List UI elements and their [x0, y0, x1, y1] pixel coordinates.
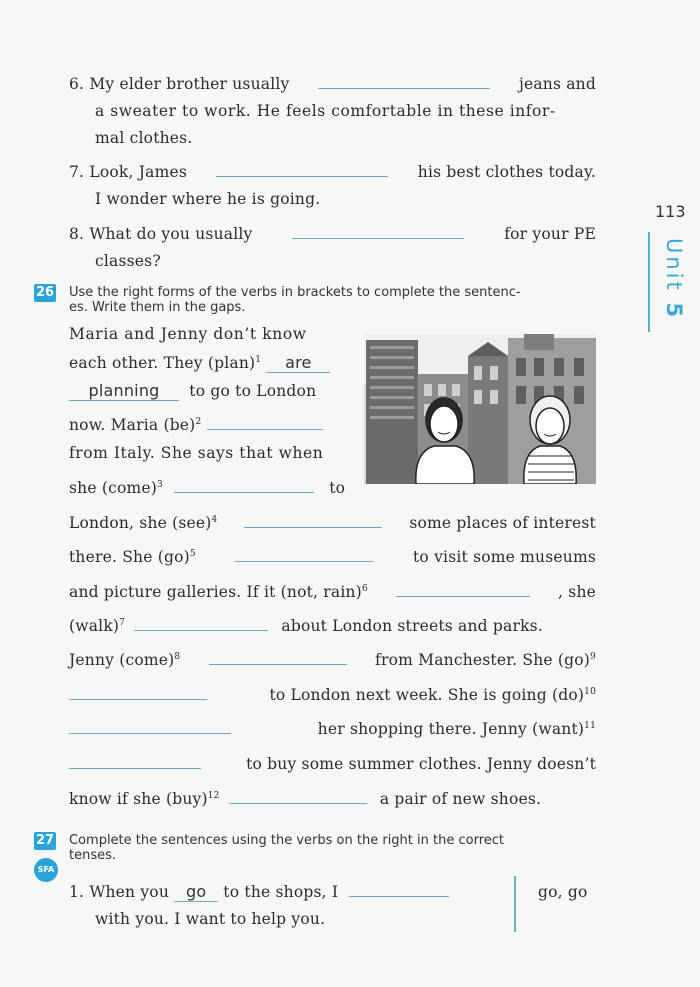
page-number: 113 — [655, 202, 686, 221]
answer-gap-8[interactable] — [209, 663, 347, 665]
ex26-line-13: her shopping there. Jenny (want)$^{11}$ — [69, 720, 596, 738]
ex26-line-10: (walk)$^7$ about London streets and parks. — [69, 617, 543, 635]
answer-gap-10[interactable] — [69, 732, 231, 734]
london-street-illustration — [364, 334, 596, 484]
answer-gap[interactable] — [216, 175, 388, 177]
answer-gap[interactable] — [318, 87, 490, 89]
answer-1b[interactable]: planning — [69, 382, 179, 401]
ex26-line-6: she (come)$^3$ to — [69, 479, 346, 497]
item-6-line-3: mal clothes. — [95, 129, 193, 147]
ex27-answer-1[interactable]: go — [174, 883, 218, 902]
ex26-line-4: now. Maria (be)$^2$ — [69, 416, 323, 434]
verbs-divider — [514, 876, 516, 932]
answer-gap-2[interactable] — [207, 428, 323, 430]
ex26-line-2: each other. They (plan)$^1$ are — [69, 354, 330, 373]
answer-gap-9[interactable] — [69, 698, 207, 700]
item-7-line-1: 7. Look, James his best clothes today. — [69, 163, 596, 181]
item-6-line-2: a sweater to work. He feels comfortable in these infor- — [95, 102, 556, 120]
ex27-verbs-list: go, go — [538, 883, 588, 901]
exercise-26-badge: 26 — [35, 285, 55, 300]
ex26-line-9: and picture galleries. If it (not, rain)$^6$ , she — [69, 583, 596, 601]
answer-gap-6[interactable] — [396, 595, 530, 597]
item-8-line-1: 8. What do you usually for your PE — [69, 225, 596, 243]
exercise-27-instruction: Complete the sentences using the verbs on the right in the correct tenses. — [69, 833, 504, 863]
exercise-27-badge: 27 — [35, 833, 55, 848]
unit-tab-label: Unit 5 — [662, 238, 686, 321]
ex26-line-15: know if she (buy)$^{12}$ a pair of new shoes. — [69, 790, 542, 808]
ex26-line-8: there. She (go)$^5$ to visit some museums — [69, 548, 596, 566]
ex27-item-1-line-2: with you. I want to help you. — [95, 910, 326, 928]
answer-gap[interactable] — [292, 237, 464, 239]
exercise-26-instruction: Use the right forms of the verbs in brackets to complete the sentenc- es. Write them in the gaps. — [69, 285, 521, 315]
ex26-line-7: London, she (see)$^4$ some places of interest — [69, 514, 596, 532]
ex27-item-1-line-1: 1. When you go to the shops, I — [69, 883, 449, 902]
answer-gap-7[interactable] — [134, 629, 268, 631]
sfa-icon: SFA — [34, 858, 58, 882]
answer-gap-11[interactable] — [69, 767, 201, 769]
ex26-line-14: to buy some summer clothes. Jenny doesn’t — [69, 755, 596, 773]
ex26-line-11: Jenny (come)$^8$ from Manchester. She (go)$^9$ — [69, 651, 596, 669]
answer-gap-4[interactable] — [244, 526, 382, 528]
unit-tab-bar — [648, 232, 650, 332]
answer-gap-3[interactable] — [174, 491, 314, 493]
ex27-answer-gap-2[interactable] — [349, 895, 449, 897]
ex26-line-12: to London next week. She is going (do)$^{10}$ — [69, 686, 596, 704]
answer-gap-5[interactable] — [235, 560, 373, 562]
ex26-line-3: planning to go to London — [69, 382, 316, 401]
item-8-line-2: classes? — [95, 252, 161, 270]
item-6-line-1: 6. My elder brother usually jeans and — [69, 75, 596, 93]
ex26-line-5: from Italy. She says that when — [69, 444, 324, 462]
answer-gap-12[interactable] — [229, 802, 367, 804]
item-7-line-2: I wonder where he is going. — [95, 190, 321, 208]
answer-1a[interactable]: are — [266, 354, 330, 373]
ex26-line-1: Maria and Jenny don’t know — [69, 325, 307, 343]
